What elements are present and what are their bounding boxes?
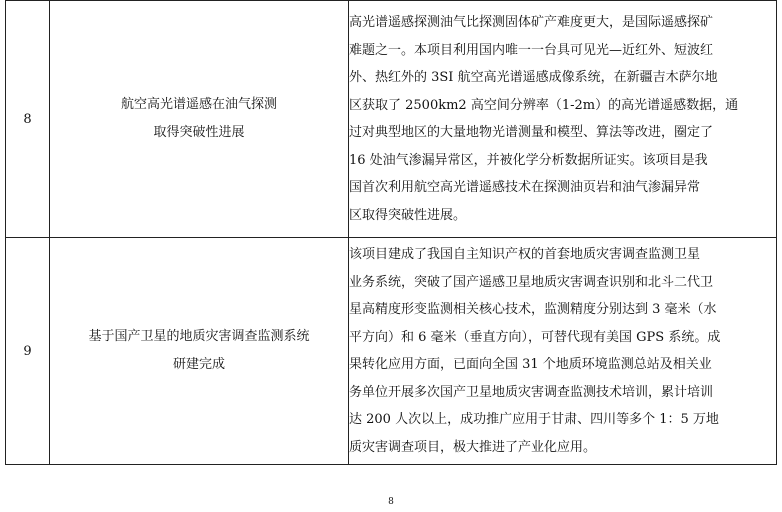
- description-line: 外、热红外的 3SI 航空高光谱遥感成像系统，在新疆吉木萨尔地: [349, 70, 718, 85]
- project-name: [50, 238, 349, 465]
- description-line: 16 处油气渗漏异常区，并被化学分析数据所证实。该项目是我: [349, 152, 708, 168]
- project-name-line: 航空高光谱遥感在油气探测: [120, 97, 277, 112]
- description-line: 星高精度形变监测相关核心技术，监测精度分别达到 3 毫米（水: [349, 302, 717, 317]
- description-line: 该项目建成了我国自主知识产权的首套地质灾害调查监测卫星: [349, 247, 701, 262]
- project-name-line: 基于国产卫星的地质灾害调查监测系统: [88, 329, 310, 344]
- description-line: 区获取了 2500km2 高空间分辨率（1-2m）的高光谱遥感数据，通: [349, 97, 739, 113]
- table-row: [6, 1, 777, 238]
- project-name-line: 研建完成: [172, 357, 225, 372]
- row-number: 8: [6, 1, 50, 238]
- description-line: 达 200 人次以上，成功推广应用于甘肃、四川等多个 1：5 万地: [349, 412, 719, 427]
- project-description: [349, 238, 777, 465]
- description-line: 过对典型地区的大量地物光谱测量和模型、算法等改进，圈定了: [349, 125, 714, 140]
- table-row: [6, 238, 777, 465]
- content-table: [5, 0, 777, 465]
- project-name: [50, 1, 349, 238]
- description-line: 国首次利用航空高光谱遥感技术在探测油页岩和油气渗漏异常: [349, 180, 701, 195]
- row-number: 9: [6, 238, 50, 465]
- description-line: 务单位开展多次国产卫星地质灾害调查监测技术培训，累计培训: [349, 384, 714, 400]
- project-description: [349, 1, 777, 238]
- description-line: 区取得突破性进展。: [349, 207, 467, 223]
- description-line: 高光谱遥感探测油气比探测固体矿产难度更大，是国际遥感探矿: [349, 15, 714, 30]
- page-number: 8: [388, 497, 394, 507]
- description-line: 平方向）和 6 毫米（垂直方向），可替代现有美国 GPS 系统。成: [349, 329, 721, 345]
- description-line: 难题之一。本项目利用国内唯一一台具可见光—近红外、短波红: [349, 42, 714, 58]
- project-name-line: 取得突破性进展: [153, 125, 245, 140]
- description-line: 质灾害调查项目，极大推进了产业化应用。: [349, 439, 597, 455]
- description-line: 果转化应用方面，已面向全国 31 个地质环境监测总站及相关业: [349, 357, 712, 372]
- description-line: 业务系统，突破了国产遥感卫星地质灾害调查识别和北斗二代卫: [349, 274, 714, 290]
